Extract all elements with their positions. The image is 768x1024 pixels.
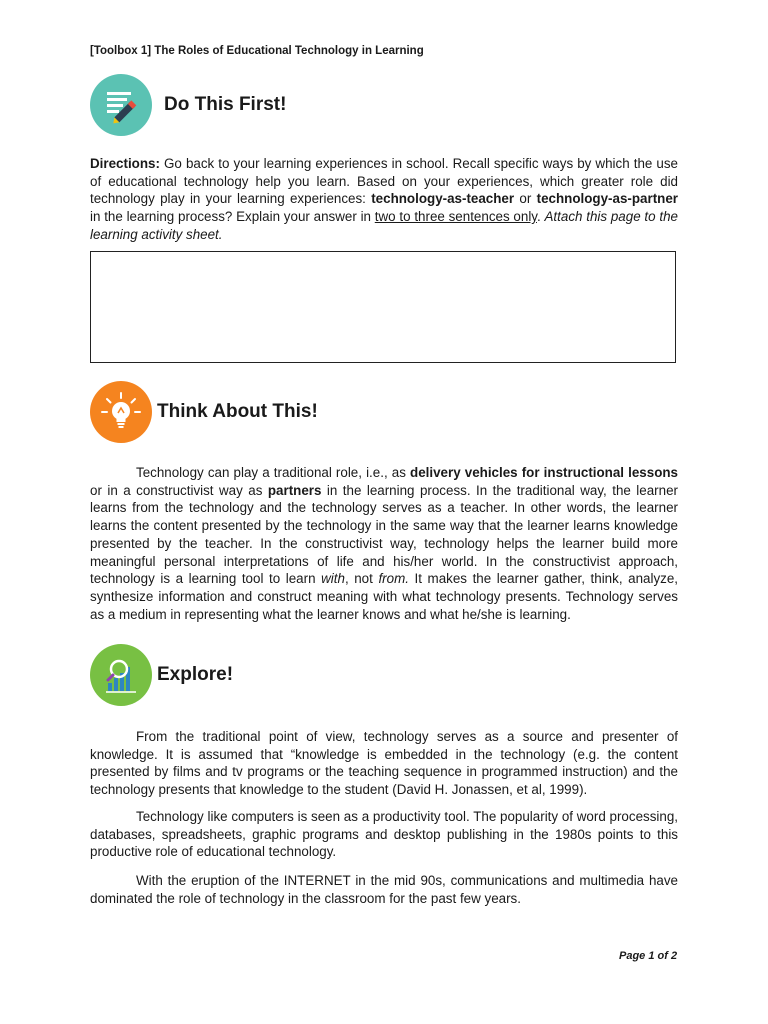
directions-text: Go back to your learning experiences in school. Recall specific ways by which the use of educational technology help you learn. Based on your experiences, which greater role did technology play in your learning experiences: bbox=[90, 156, 678, 207]
page-header: [Toolbox 1] The Roles of Educational Technology in Learning bbox=[90, 45, 424, 57]
directions-label: Directions: bbox=[90, 156, 160, 171]
chart-magnifier-icon bbox=[90, 644, 152, 706]
section-think-about-this bbox=[90, 381, 318, 443]
think-paragraph bbox=[90, 464, 678, 623]
section-explore bbox=[90, 644, 233, 706]
italic-term: with bbox=[321, 571, 345, 587]
section-title: Do This First! bbox=[164, 94, 287, 115]
bold-term: partners bbox=[267, 482, 322, 498]
explore-paragraph-2: Technology like computers is seen as a productivity tool. The popularity of word processing, databases, spreadsheets, graphic programs and desktop publishing in the 1980s points to this productive role of educational technology. bbox=[90, 809, 678, 860]
directions-text: in the learning process? Explain your answer in bbox=[90, 209, 375, 225]
explore-paragraph-1: From the traditional point of view, technology serves as a source and presenter of knowledge. It is assumed that “knowledge is embedded in the technology (e.g. the content presented by films and tv programs or the teaching sequence in programmed instruction) and the technology presents that knowledge to the student (David H. Jonassen, et al, 1999). bbox=[90, 729, 678, 798]
explore-paragraph-3: With the eruption of the INTERNET in the mid 90s, communications and multimedia have dominated the role of technology in the classroom for the past few years. bbox=[90, 873, 678, 906]
text-span: , not bbox=[344, 571, 379, 587]
or-text: or bbox=[514, 191, 537, 207]
term-partner: technology-as-partner bbox=[536, 191, 678, 207]
text-span: in the learning process. In the traditional way, the learner learns from the technology and the technology serves as a teacher. In other words, the learner learns the content presented by the technology in the same way that the learner learns knowledge presented by the teacher. In the constructivist way, technology helps the learner build more meaningful personal interpretations of life and his/her world. In the constructivist approach, technology is a learning tool to learn bbox=[90, 482, 678, 587]
underlined-instruction: two to three sentences only bbox=[374, 209, 537, 225]
section-title: Explore! bbox=[157, 664, 234, 685]
section-do-this-first bbox=[90, 74, 286, 136]
page-number: Page 1 of 2 bbox=[619, 950, 678, 962]
text-span: It makes the learner gather, think, analyze, synthesize information and construct meaning with what technology presents. Technology serves as a medium in representing what the learner knows and what he/she is learning. bbox=[90, 571, 678, 622]
text-span: or in a constructivist way as bbox=[90, 482, 268, 498]
italic-term: from. bbox=[378, 571, 409, 587]
pencil-paper-icon bbox=[90, 74, 152, 136]
answer-box[interactable] bbox=[90, 251, 676, 363]
bold-term: delivery vehicles for instructional lessons bbox=[410, 465, 678, 480]
text-span: Technology can play a traditional role, i.e., as bbox=[136, 465, 411, 480]
term-teacher: technology-as-teacher bbox=[371, 191, 515, 207]
section-title: Think About This! bbox=[157, 401, 318, 422]
directions-paragraph bbox=[90, 155, 678, 244]
period: . bbox=[537, 209, 545, 225]
lightbulb-icon bbox=[90, 381, 152, 443]
attach-instruction: Attach this page to the learning activity sheet. bbox=[90, 209, 678, 242]
